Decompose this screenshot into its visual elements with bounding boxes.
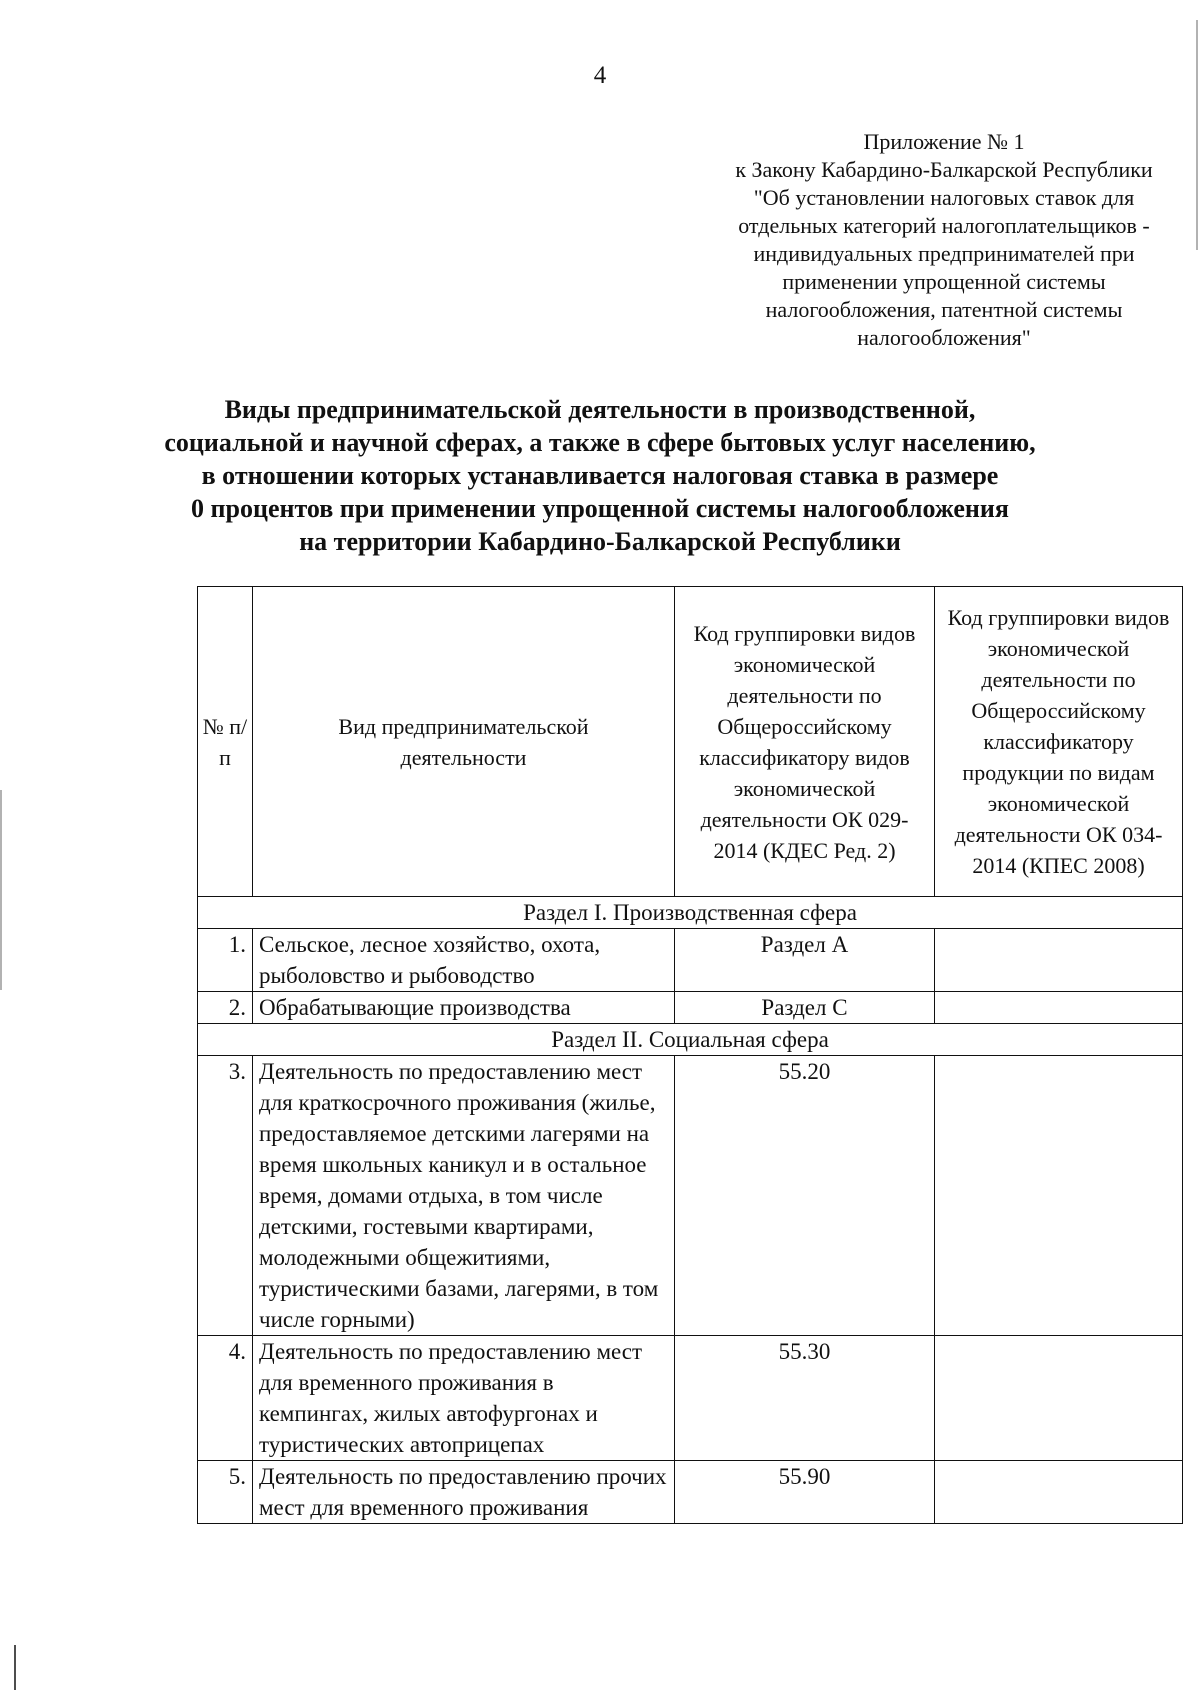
annex-line: применении упрощенной системы xyxy=(782,269,1106,294)
annex-reference xyxy=(704,128,1184,352)
header-num: № п/п xyxy=(198,587,253,897)
row-num: 1. xyxy=(198,929,253,992)
scan-margin-mark xyxy=(14,1645,16,1690)
table-row xyxy=(198,992,1183,1024)
row-okved: 55.30 xyxy=(675,1336,935,1461)
row-activity: Обрабатывающие производства xyxy=(253,992,675,1024)
section-title: Раздел I. Производственная сфера xyxy=(198,897,1183,929)
table-row xyxy=(198,1461,1183,1524)
row-activity: Сельское, лесное хозяйство, охота, рыболовство и рыбоводство xyxy=(253,929,675,992)
section-row xyxy=(198,897,1183,929)
scan-margin-mark xyxy=(0,790,2,990)
annex-line: индивидуальных предпринимателей при xyxy=(753,241,1135,266)
annex-line: к Закону Кабардино-Балкарской Республики xyxy=(735,157,1153,182)
annex-line: Приложение № 1 xyxy=(863,129,1025,154)
row-num: 2. xyxy=(198,992,253,1024)
row-num: 3. xyxy=(198,1056,253,1336)
title-line: социальной и научной сферах, а также в сфере бытовых услуг населению, xyxy=(164,428,1036,457)
table-row xyxy=(198,1336,1183,1461)
header-okved: Код группировки видов экономической деятельности по Общероссийскому классификатору видов экономической деятельности ОК 029-2014 (КДЕС Ред. 2) xyxy=(675,587,935,897)
page-number: 4 xyxy=(593,62,607,89)
row-activity: Деятельность по предоставлению прочих мест для временного проживания xyxy=(253,1461,675,1524)
section-row xyxy=(198,1024,1183,1056)
scan-margin-mark xyxy=(1196,20,1198,250)
row-okved: Раздел А xyxy=(675,929,935,992)
row-okved: 55.90 xyxy=(675,1461,935,1524)
row-okved: Раздел С xyxy=(675,992,935,1024)
row-okpd xyxy=(935,1336,1183,1461)
table-header-row xyxy=(198,587,1183,897)
annex-line: отдельных категорий налогоплательщиков - xyxy=(738,213,1150,238)
row-okpd xyxy=(935,929,1183,992)
table-row xyxy=(198,929,1183,992)
row-activity: Деятельность по предоставлению мест для временного проживания в кемпингах, жилых автофургонах и туристических автоприцепах xyxy=(253,1336,675,1461)
annex-line: налогообложения, патентной системы xyxy=(765,297,1123,322)
header-activity: Вид предпринимательской деятельности xyxy=(253,587,675,897)
row-num: 4. xyxy=(198,1336,253,1461)
document-title xyxy=(0,393,1200,558)
row-okpd xyxy=(935,1461,1183,1524)
title-line: на территории Кабардино-Балкарской Республики xyxy=(299,527,901,556)
row-okpd xyxy=(935,1056,1183,1336)
title-line: в отношении которых устанавливается налоговая ставка в размере xyxy=(201,461,999,490)
title-line: 0 процентов при применении упрощенной системы налогообложения xyxy=(191,494,1009,523)
title-line: Виды предпринимательской деятельности в производственной, xyxy=(224,395,976,424)
table-row xyxy=(198,1056,1183,1336)
annex-line: налогообложения" xyxy=(857,325,1031,350)
row-okpd xyxy=(935,992,1183,1024)
annex-line: "Об установлении налоговых ставок для xyxy=(753,185,1135,210)
header-okpd: Код группировки видов экономической деятельности по Общероссийскому классификатору продукции по видам экономической деятельности ОК 034-2014 (КПЕС 2008) xyxy=(935,587,1183,897)
section-title: Раздел II. Социальная сфера xyxy=(198,1024,1183,1056)
row-num: 5. xyxy=(198,1461,253,1524)
row-activity: Деятельность по предоставлению мест для краткосрочного проживания (жилье, предоставляемое детскими лагерями на время школьных каникул и в остальное время, домами отдыха, в том числе детскими, гостевыми квартирами, молодежными общежитиями, туристическими базами, лагерями, в том числе горными) xyxy=(253,1056,675,1336)
row-okved: 55.20 xyxy=(675,1056,935,1336)
activities-table xyxy=(197,586,1183,1524)
